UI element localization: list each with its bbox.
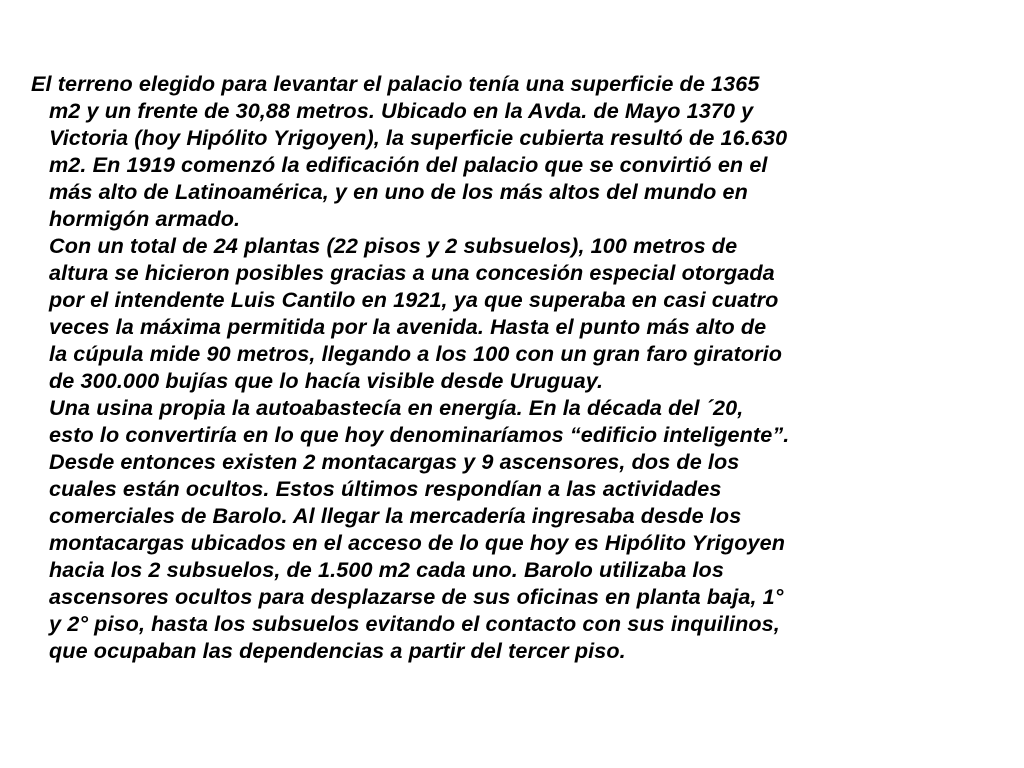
body-text <box>31 70 1021 664</box>
text-line: y 2° piso, hasta los subsuelos evitando el contacto con sus inquilinos, <box>49 611 780 636</box>
text-line: esto lo convertiría en lo que hoy denominaríamos “edificio inteligente”. <box>49 422 790 447</box>
text-line: ascensores ocultos para desplazarse de sus oficinas en planta baja, 1° <box>49 584 784 609</box>
text-line: Desde entonces existen 2 montacargas y 9 ascensores, dos de los <box>49 449 740 474</box>
text-line: Victoria (hoy Hipólito Yrigoyen), la superficie cubierta resultó de 16.630 <box>49 125 788 150</box>
text-line: altura se hicieron posibles gracias a una concesión especial otorgada <box>49 260 775 285</box>
text-line: cuales están ocultos. Estos últimos respondían a las actividades <box>49 476 722 501</box>
text-line: montacargas ubicados en el acceso de lo que hoy es Hipólito Yrigoyen <box>49 530 785 555</box>
text-line: Una usina propia la autoabastecía en energía. En la década del ´20, <box>49 395 744 420</box>
text-line: m2. En 1919 comenzó la edificación del palacio que se convirtió en el <box>49 152 768 177</box>
text-line: de 300.000 bujías que lo hacía visible desde Uruguay. <box>49 368 604 393</box>
text-line: El terreno elegido para levantar el palacio tenía una superficie de 1365 <box>31 71 760 96</box>
text-line: m2 y un frente de 30,88 metros. Ubicado en la Avda. de Mayo 1370 y <box>49 98 754 123</box>
text-line: que ocupaban las dependencias a partir del tercer piso. <box>49 638 626 663</box>
text-line: la cúpula mide 90 metros, llegando a los 100 con un gran faro giratorio <box>49 341 783 366</box>
text-line: veces la máxima permitida por la avenida. Hasta el punto más alto de <box>49 314 767 339</box>
text-line: por el intendente Luis Cantilo en 1921, ya que superaba en casi cuatro <box>49 287 779 312</box>
text-line: más alto de Latinoamérica, y en uno de los más altos del mundo en <box>49 179 748 204</box>
text-line: Con un total de 24 plantas (22 pisos y 2 subsuelos), 100 metros de <box>49 233 738 258</box>
text-line: hacia los 2 subsuelos, de 1.500 m2 cada uno. Barolo utilizaba los <box>49 557 724 582</box>
text-line: hormigón armado. <box>49 206 241 231</box>
text-line: comerciales de Barolo. Al llegar la mercadería ingresaba desde los <box>49 503 742 528</box>
